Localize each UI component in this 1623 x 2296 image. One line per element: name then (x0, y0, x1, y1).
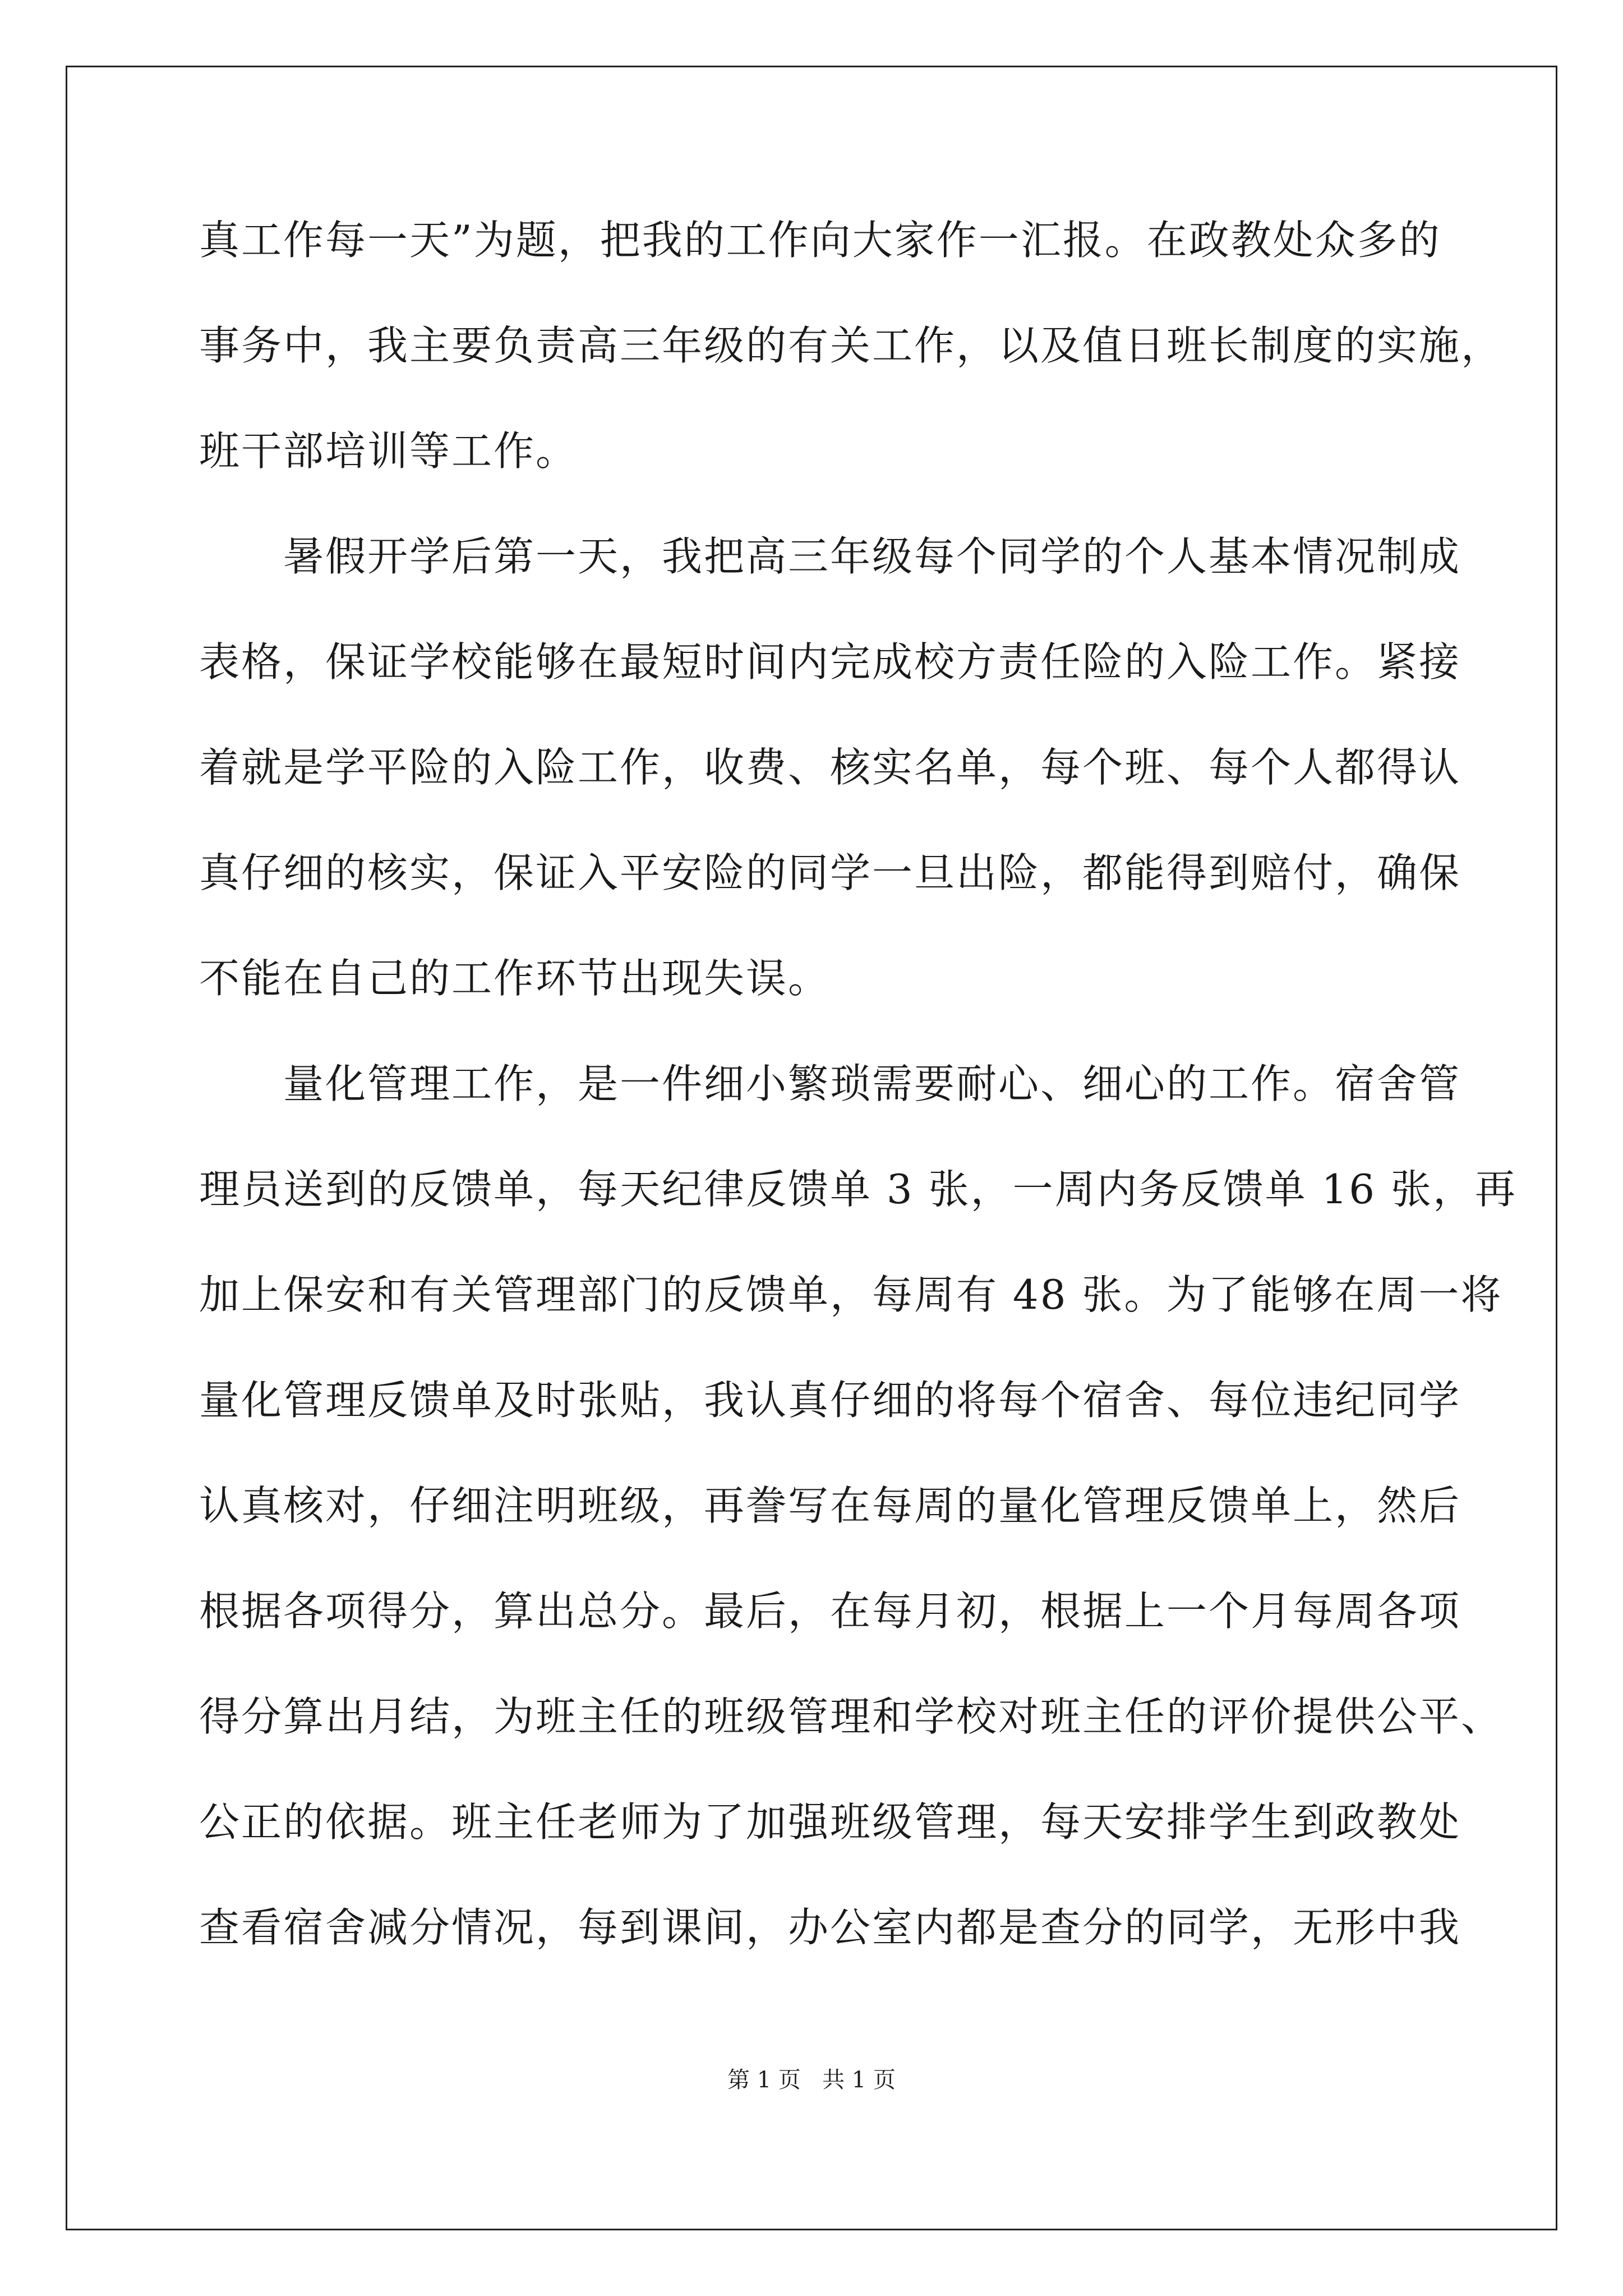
text-line: 着就是学平险的入险工作，收费、核实名单，每个班、每个人都得认 (199, 744, 1461, 791)
document-body (199, 217, 1517, 2013)
text-line: 认真核对，仔细注明班级，再誊写在每周的量化管理反馈单上，然后 (199, 1482, 1461, 1529)
text-line: 公正的依据。班主任老师为了加强班级管理，每天安排学生到政教处 (199, 1798, 1461, 1846)
text-line: 不能在自己的工作环节出现失误。 (199, 955, 831, 1002)
text-line: 理员送到的反馈单，每天纪律反馈单 3 张，一周内务反馈单 16 张，再 (199, 1166, 1517, 1213)
text-line: 根据各项得分，算出总分。最后，在每月初，根据上一个月每周各项 (199, 1588, 1461, 1635)
page-footer: 第 1 页 共 1 页 (727, 2067, 896, 2093)
text-line: 表格，保证学校能够在最短时间内完成校方责任险的入险工作。紧接 (199, 638, 1461, 685)
text-line: 查看宿舍减分情况，每到课间，办公室内都是查分的同学，无形中我 (199, 1904, 1461, 1951)
text-line: 真工作每一天”为题，把我的工作向大家作一汇报。在政教处众多的 (199, 217, 1441, 264)
text-line: 暑假开学后第一天，我把高三年级每个同学的个人基本情况制成 (283, 533, 1461, 580)
text-line: 事务中，我主要负责高三年级的有关工作，以及值日班长制度的实施， (199, 322, 1504, 369)
text-line: 班干部培训等工作。 (199, 427, 578, 475)
text-line: 量化管理工作，是一件细小繁琐需要耐心、细心的工作。宿舍管 (283, 1060, 1461, 1107)
text-line: 量化管理反馈单及时张贴，我认真仔细的将每个宿舍、每位违纪同学 (199, 1377, 1461, 1424)
text-line: 真仔细的核实，保证入平安险的同学一旦出险，都能得到赔付，确保 (199, 849, 1461, 896)
text-line: 加上保安和有关管理部门的反馈单，每周有 48 张。为了能够在周一将 (199, 1271, 1503, 1318)
text-line: 得分算出月结，为班主任的班级管理和学校对班主任的评价提供公平、 (199, 1693, 1504, 1740)
